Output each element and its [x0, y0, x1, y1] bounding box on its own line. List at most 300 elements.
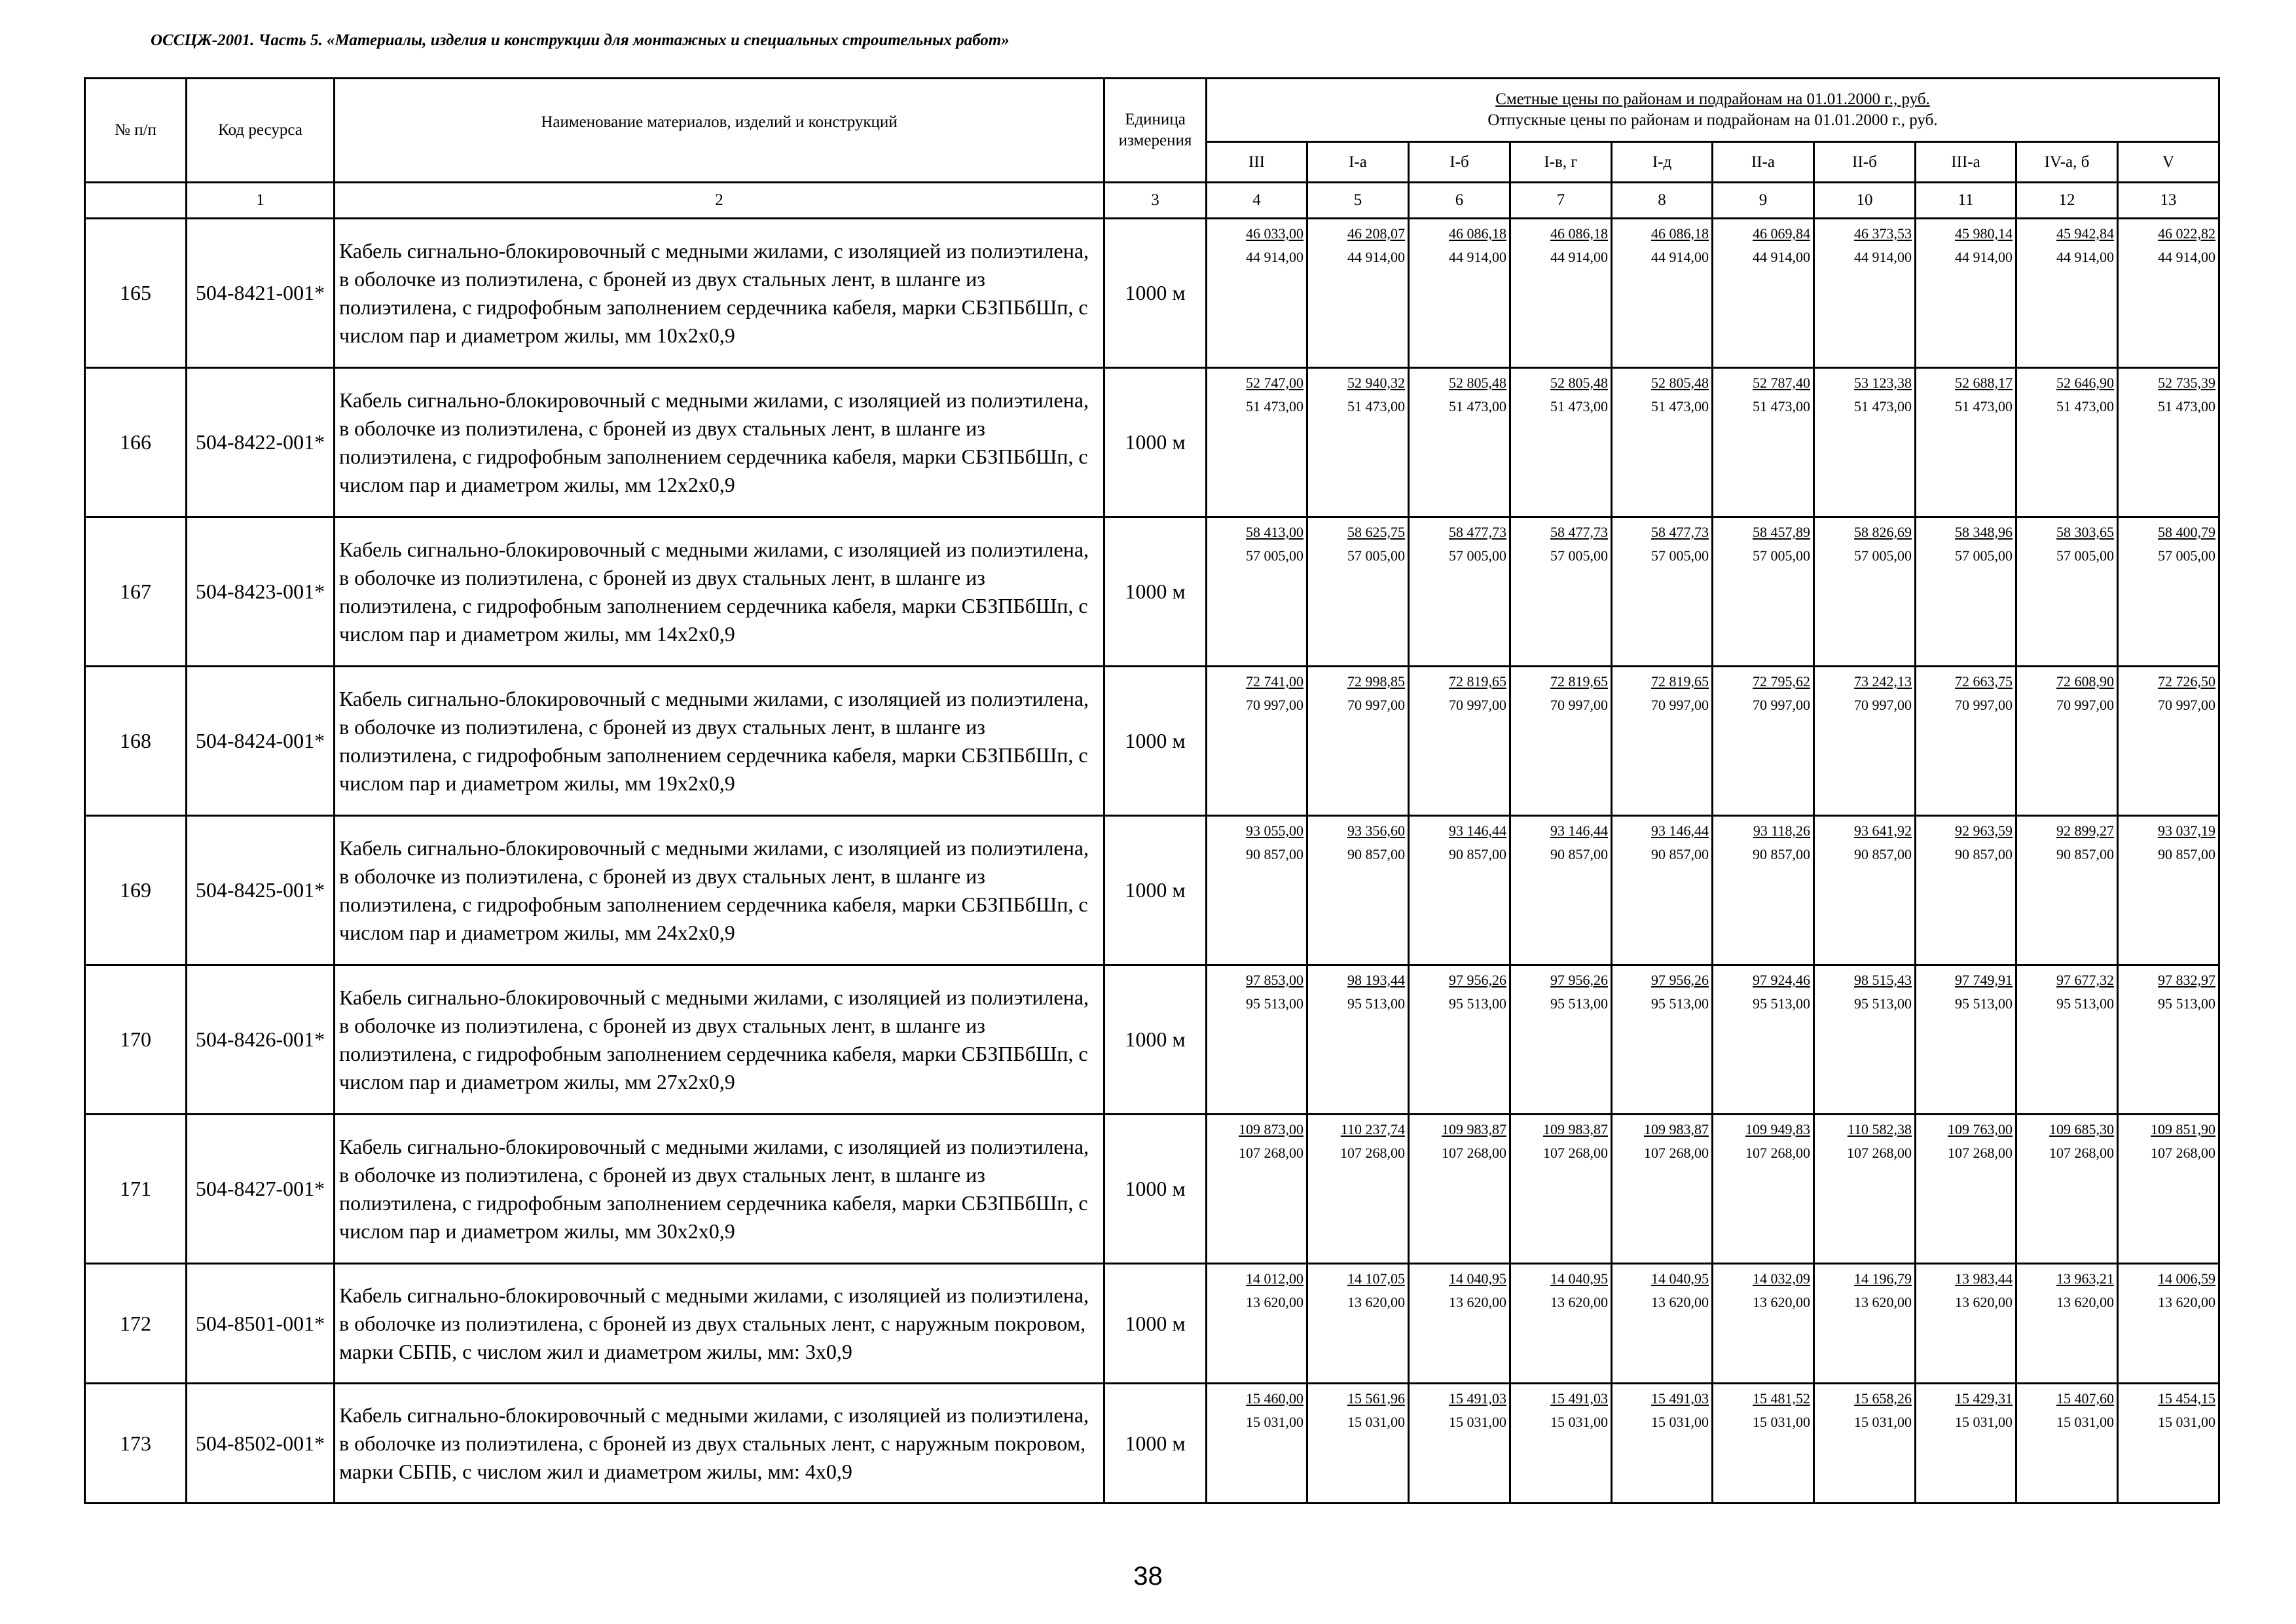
estimate-price: 72 663,75 — [1955, 673, 2013, 690]
price-cell — [1713, 1264, 1814, 1384]
estimate-price: 15 481,52 — [1753, 1390, 1810, 1407]
price-cell — [1612, 667, 1713, 816]
price-cell — [1409, 816, 1510, 965]
release-price: 44 914,00 — [1550, 249, 1608, 265]
region-header: III-а — [1916, 142, 2016, 183]
price-cell — [1916, 368, 2016, 517]
estimate-price: 72 998,85 — [1347, 673, 1405, 690]
estimate-price: 93 641,92 — [1854, 822, 1912, 839]
estimate-price: 14 040,95 — [1550, 1270, 1608, 1287]
price-cell — [1916, 1115, 2016, 1264]
price-cell — [1713, 219, 1814, 368]
price-cell — [1713, 667, 1814, 816]
release-price: 70 997,00 — [1753, 697, 1810, 713]
resource-code: 504-8501-001* — [187, 1264, 335, 1384]
release-price: 90 857,00 — [1449, 846, 1506, 862]
estimate-price: 15 429,31 — [1955, 1390, 2013, 1407]
release-price: 70 997,00 — [1955, 697, 2013, 713]
unit: 1000 м — [1104, 965, 1207, 1115]
release-price: 15 031,00 — [1246, 1414, 1303, 1430]
column-number: 3 — [1104, 183, 1207, 219]
price-cell — [1307, 1115, 1409, 1264]
estimate-price: 109 851,90 — [2151, 1121, 2216, 1137]
estimate-price: 52 735,39 — [2158, 375, 2216, 391]
row-index: 170 — [85, 965, 187, 1115]
estimate-price: 97 677,32 — [2056, 972, 2114, 988]
estimate-price: 93 146,44 — [1449, 822, 1506, 839]
estimate-price: 58 477,73 — [1449, 524, 1506, 540]
material-name: Кабель сигнально-блокировочный с медными жилами, с изоляцией из полиэтилена, в оболочке из полиэтилена, с броней из двух стальных лент, с наружным покровом, марки СБПБ, с числом жил и диаметром жилы, мм: 4х0,9 — [335, 1384, 1104, 1504]
estimate-price: 92 963,59 — [1955, 822, 2013, 839]
estimate-price: 15 407,60 — [2056, 1390, 2114, 1407]
estimate-price: 58 457,89 — [1753, 524, 1810, 540]
resource-code: 504-8502-001* — [187, 1384, 335, 1504]
price-cell — [2118, 816, 2219, 965]
price-cell — [1814, 1264, 1916, 1384]
release-price: 51 473,00 — [1246, 398, 1303, 415]
resource-code: 504-8425-001* — [187, 816, 335, 965]
estimate-price: 45 942,84 — [2056, 225, 2114, 242]
price-cell — [1510, 368, 1612, 517]
estimate-price: 109 983,87 — [1644, 1121, 1709, 1137]
release-price: 90 857,00 — [1753, 846, 1810, 862]
price-cell — [2016, 667, 2118, 816]
price-cell — [1307, 816, 1409, 965]
price-cell — [1916, 965, 2016, 1115]
estimate-price: 14 032,09 — [1753, 1270, 1810, 1287]
price-cell — [1814, 1115, 1916, 1264]
release-price: 70 997,00 — [1347, 697, 1405, 713]
estimate-price: 98 193,44 — [1347, 972, 1405, 988]
table-row — [85, 368, 2219, 517]
estimate-price: 92 899,27 — [2056, 822, 2114, 839]
price-cell — [2118, 368, 2219, 517]
release-price: 107 268,00 — [1239, 1145, 1303, 1161]
release-price: 70 997,00 — [1550, 697, 1608, 713]
row-index: 171 — [85, 1115, 187, 1264]
release-price: 44 914,00 — [2158, 249, 2216, 265]
estimate-price: 46 033,00 — [1246, 225, 1303, 242]
estimate-price: 52 805,48 — [1449, 375, 1506, 391]
release-price: 15 031,00 — [1955, 1414, 2013, 1430]
material-name: Кабель сигнально-блокировочный с медными жилами, с изоляцией из полиэтилена, в оболочке из полиэтилена, с броней из двух стальных лент, в шланге из полиэтилена, с гидрофобным заполнением сердечника кабеля, марки СБЗПБбШп, с числом пар и диаметром жилы, мм 24х2х0,9 — [335, 816, 1104, 965]
release-price: 57 005,00 — [1449, 547, 1506, 564]
estimate-price: 93 037,19 — [2158, 822, 2216, 839]
price-cell — [2016, 219, 2118, 368]
estimate-price: 72 795,62 — [1753, 673, 1810, 690]
price-cell — [2016, 1384, 2118, 1504]
price-cell — [1307, 667, 1409, 816]
release-price: 95 513,00 — [1246, 995, 1303, 1012]
region-header: I-в, г — [1510, 142, 1612, 183]
release-price: 51 473,00 — [2158, 398, 2216, 415]
estimate-price: 109 983,87 — [1442, 1121, 1506, 1137]
unit: 1000 м — [1104, 219, 1207, 368]
price-cell — [1916, 219, 2016, 368]
column-number: 13 — [2118, 183, 2219, 219]
price-cell — [2016, 816, 2118, 965]
release-price: 51 473,00 — [1854, 398, 1912, 415]
price-cell — [1612, 816, 1713, 965]
estimate-price: 15 491,03 — [1651, 1390, 1709, 1407]
material-name: Кабель сигнально-блокировочный с медными жилами, с изоляцией из полиэтилена, в оболочке из полиэтилена, с броней из двух стальных лент, в шланге из полиэтилена, с гидрофобным заполнением сердечника кабеля, марки СБЗПБбШп, с числом пар и диаметром жилы, мм 14х2х0,9 — [335, 517, 1104, 667]
table-body — [85, 219, 2219, 1504]
estimate-price: 110 237,74 — [1340, 1121, 1405, 1137]
price-cell — [2118, 1384, 2219, 1504]
price-cell — [1510, 1115, 1612, 1264]
unit: 1000 м — [1104, 816, 1207, 965]
estimate-price: 58 413,00 — [1246, 524, 1303, 540]
release-price: 57 005,00 — [1753, 547, 1810, 564]
estimate-price: 73 242,13 — [1854, 673, 1912, 690]
release-price: 51 473,00 — [1550, 398, 1608, 415]
price-cell — [1916, 1384, 2016, 1504]
release-price: 57 005,00 — [2158, 547, 2216, 564]
release-price: 57 005,00 — [1651, 547, 1709, 564]
column-number: 1 — [187, 183, 335, 219]
release-price: 90 857,00 — [1347, 846, 1405, 862]
table-row — [85, 1115, 2219, 1264]
release-price: 107 268,00 — [1847, 1145, 1912, 1161]
price-cell — [2118, 1115, 2219, 1264]
row-index: 173 — [85, 1384, 187, 1504]
estimate-price: 97 956,26 — [1550, 972, 1608, 988]
price-cell — [1207, 965, 1307, 1115]
price-cell — [1409, 517, 1510, 667]
column-number: 12 — [2016, 183, 2118, 219]
price-cell — [1510, 1264, 1612, 1384]
release-price: 107 268,00 — [1745, 1145, 1810, 1161]
release-price: 13 620,00 — [1246, 1294, 1303, 1310]
column-number: 11 — [1916, 183, 2016, 219]
price-cell — [1207, 1115, 1307, 1264]
price-cell — [1814, 368, 1916, 517]
price-cell — [1916, 816, 2016, 965]
release-price: 90 857,00 — [1651, 846, 1709, 862]
price-cell — [1207, 517, 1307, 667]
estimate-price: 58 826,69 — [1854, 524, 1912, 540]
estimate-price: 72 726,50 — [2158, 673, 2216, 690]
estimate-price: 72 819,65 — [1651, 673, 1709, 690]
release-price: 13 620,00 — [1651, 1294, 1709, 1310]
estimate-price: 110 582,38 — [1847, 1121, 1912, 1137]
unit: 1000 м — [1104, 667, 1207, 816]
estimate-price: 45 980,14 — [1955, 225, 2013, 242]
release-price: 44 914,00 — [1449, 249, 1506, 265]
release-price: 107 268,00 — [1948, 1145, 2013, 1161]
price-cell — [1814, 965, 1916, 1115]
estimate-price: 52 805,48 — [1550, 375, 1608, 391]
price-cell — [1207, 1264, 1307, 1384]
estimate-price: 109 983,87 — [1543, 1121, 1608, 1137]
estimate-price: 46 208,07 — [1347, 225, 1405, 242]
price-cell — [1916, 517, 2016, 667]
release-price: 13 620,00 — [1955, 1294, 2013, 1310]
column-number: 8 — [1612, 183, 1713, 219]
release-price: 15 031,00 — [1550, 1414, 1608, 1430]
price-cell — [1409, 1264, 1510, 1384]
document-header: ОССЦЖ-2001. Часть 5. «Материалы, изделия и конструкции для монтажных и специальных строительных работ» — [151, 31, 1010, 49]
release-price: 15 031,00 — [2056, 1414, 2114, 1430]
price-cell — [1510, 667, 1612, 816]
table-row — [85, 667, 2219, 816]
estimate-price: 14 040,95 — [1651, 1270, 1709, 1287]
estimate-price: 46 086,18 — [1449, 225, 1506, 242]
release-price: 44 914,00 — [1347, 249, 1405, 265]
unit: 1000 м — [1104, 1384, 1207, 1504]
col-header-prices — [1207, 79, 2219, 142]
resource-code: 504-8423-001* — [187, 517, 335, 667]
release-price: 15 031,00 — [1449, 1414, 1506, 1430]
release-price: 70 997,00 — [1449, 697, 1506, 713]
estimate-price: 15 460,00 — [1246, 1390, 1303, 1407]
price-cell — [1612, 1115, 1713, 1264]
estimate-price: 15 454,15 — [2158, 1390, 2216, 1407]
release-price: 13 620,00 — [2158, 1294, 2216, 1310]
column-number: 5 — [1307, 183, 1409, 219]
material-name: Кабель сигнально-блокировочный с медными жилами, с изоляцией из полиэтилена, в оболочке из полиэтилена, с броней из двух стальных лент, в шланге из полиэтилена, с гидрофобным заполнением сердечника кабеля, марки СБЗПБбШп, с числом пар и диаметром жилы, мм 27х2х0,9 — [335, 965, 1104, 1115]
estimate-price: 93 118,26 — [1753, 822, 1810, 839]
price-cell — [1612, 965, 1713, 1115]
region-header: III — [1207, 142, 1307, 183]
release-price: 57 005,00 — [1347, 547, 1405, 564]
release-price: 51 473,00 — [1347, 398, 1405, 415]
release-price: 95 513,00 — [1753, 995, 1810, 1012]
region-header: V — [2118, 142, 2219, 183]
column-number: 7 — [1510, 183, 1612, 219]
column-number: 10 — [1814, 183, 1916, 219]
price-cell — [1307, 965, 1409, 1115]
estimate-price: 109 873,00 — [1239, 1121, 1303, 1137]
estimate-price: 14 012,00 — [1246, 1270, 1303, 1287]
release-price: 90 857,00 — [1854, 846, 1912, 862]
resource-code: 504-8422-001* — [187, 368, 335, 517]
material-name: Кабель сигнально-блокировочный с медными жилами, с изоляцией из полиэтилена, в оболочке из полиэтилена, с броней из двух стальных лент, с наружным покровом, марки СБПБ, с числом жил и диаметром жилы, мм: 3х0,9 — [335, 1264, 1104, 1384]
price-cell — [2016, 368, 2118, 517]
release-price: 95 513,00 — [1347, 995, 1405, 1012]
table-row — [85, 965, 2219, 1115]
estimate-price: 53 123,38 — [1854, 375, 1912, 391]
estimate-price: 97 956,26 — [1651, 972, 1709, 988]
row-index: 168 — [85, 667, 187, 816]
estimate-price: 109 685,30 — [2049, 1121, 2114, 1137]
release-price: 51 473,00 — [1651, 398, 1709, 415]
price-cell — [1814, 517, 1916, 667]
estimate-price: 72 819,65 — [1550, 673, 1608, 690]
col-header-name: Наименование материалов, изделий и конструкций — [335, 79, 1104, 183]
price-cell — [2016, 1264, 2118, 1384]
release-price: 44 914,00 — [1651, 249, 1709, 265]
release-price: 44 914,00 — [1854, 249, 1912, 265]
unit: 1000 м — [1104, 517, 1207, 667]
estimate-price: 14 196,79 — [1854, 1270, 1912, 1287]
estimate-price: 93 146,44 — [1550, 822, 1608, 839]
release-price: 95 513,00 — [1449, 995, 1506, 1012]
price-cell — [1307, 368, 1409, 517]
estimate-price: 15 491,03 — [1550, 1390, 1608, 1407]
release-price: 57 005,00 — [1550, 547, 1608, 564]
release-price: 70 997,00 — [1246, 697, 1303, 713]
release-price: 95 513,00 — [2158, 995, 2216, 1012]
price-cell — [1612, 1384, 1713, 1504]
estimate-price: 97 956,26 — [1449, 972, 1506, 988]
unit: 1000 м — [1104, 1264, 1207, 1384]
release-price: 15 031,00 — [1347, 1414, 1405, 1430]
price-cell — [1612, 219, 1713, 368]
release-price: 90 857,00 — [1550, 846, 1608, 862]
release-price: 57 005,00 — [1854, 547, 1912, 564]
estimate-price: 72 741,00 — [1246, 673, 1303, 690]
region-header: I-д — [1612, 142, 1713, 183]
resource-code: 504-8421-001* — [187, 219, 335, 368]
release-price: 70 997,00 — [2158, 697, 2216, 713]
release-price: 90 857,00 — [2056, 846, 2114, 862]
release-price: 90 857,00 — [2158, 846, 2216, 862]
price-cell — [1409, 219, 1510, 368]
prices-release-title: Отпускные цены по районам и подрайонам на 01.01.2000 г., руб. — [1487, 111, 1938, 129]
price-cell — [1510, 219, 1612, 368]
price-cell — [2016, 965, 2118, 1115]
price-table — [84, 77, 2220, 1504]
estimate-price: 52 688,17 — [1955, 375, 2013, 391]
price-cell — [2016, 1115, 2118, 1264]
price-cell — [1409, 1115, 1510, 1264]
estimate-price: 14 107,05 — [1347, 1270, 1405, 1287]
estimate-price: 58 348,96 — [1955, 524, 2013, 540]
price-cell — [2118, 965, 2219, 1115]
estimate-price: 14 040,95 — [1449, 1270, 1506, 1287]
price-cell — [2118, 219, 2219, 368]
column-number: 4 — [1207, 183, 1307, 219]
release-price: 44 914,00 — [1753, 249, 1810, 265]
table-row — [85, 1384, 2219, 1504]
estimate-price: 46 069,84 — [1753, 225, 1810, 242]
column-number: 2 — [335, 183, 1104, 219]
estimate-price: 46 086,18 — [1651, 225, 1709, 242]
estimate-price: 97 832,97 — [2158, 972, 2216, 988]
column-number: 9 — [1713, 183, 1814, 219]
price-cell — [1713, 816, 1814, 965]
release-price: 95 513,00 — [1550, 995, 1608, 1012]
release-price: 51 473,00 — [2056, 398, 2114, 415]
release-price: 70 997,00 — [1651, 697, 1709, 713]
price-cell — [2118, 517, 2219, 667]
release-price: 44 914,00 — [1955, 249, 2013, 265]
price-cell — [1510, 816, 1612, 965]
estimate-price: 58 477,73 — [1550, 524, 1608, 540]
price-cell — [1612, 368, 1713, 517]
estimate-price: 52 787,40 — [1753, 375, 1810, 391]
estimate-price: 58 303,65 — [2056, 524, 2114, 540]
release-price: 15 031,00 — [1753, 1414, 1810, 1430]
price-cell — [1612, 517, 1713, 667]
price-cell — [1307, 1384, 1409, 1504]
price-cell — [1713, 965, 1814, 1115]
estimate-price: 72 819,65 — [1449, 673, 1506, 690]
table-row — [85, 816, 2219, 965]
release-price: 107 268,00 — [1442, 1145, 1506, 1161]
resource-code: 504-8424-001* — [187, 667, 335, 816]
estimate-price: 109 763,00 — [1948, 1121, 2013, 1137]
material-name: Кабель сигнально-блокировочный с медными жилами, с изоляцией из полиэтилена, в оболочке из полиэтилена, с броней из двух стальных лент, в шланге из полиэтилена, с гидрофобным заполнением сердечника кабеля, марки СБЗПБбШп, с числом пар и диаметром жилы, мм 19х2х0,9 — [335, 667, 1104, 816]
table-row — [85, 219, 2219, 368]
estimate-price: 109 949,83 — [1745, 1121, 1810, 1137]
region-header: I-б — [1409, 142, 1510, 183]
price-cell — [1916, 1264, 2016, 1384]
estimate-price: 15 658,26 — [1854, 1390, 1912, 1407]
price-cell — [1307, 517, 1409, 667]
release-price: 51 473,00 — [1753, 398, 1810, 415]
release-price: 95 513,00 — [1651, 995, 1709, 1012]
price-cell — [1207, 816, 1307, 965]
price-cell — [1814, 1384, 1916, 1504]
release-price: 13 620,00 — [1449, 1294, 1506, 1310]
release-price: 70 997,00 — [2056, 697, 2114, 713]
estimate-price: 13 983,44 — [1955, 1270, 2013, 1287]
release-price: 107 268,00 — [1340, 1145, 1405, 1161]
release-price: 107 268,00 — [1543, 1145, 1608, 1161]
prices-estimate-title: Сметные цены по районам и подрайонам на 01.01.2000 г., руб. — [1495, 90, 1930, 108]
row-index: 167 — [85, 517, 187, 667]
release-price: 57 005,00 — [1955, 547, 2013, 564]
release-price: 90 857,00 — [1246, 846, 1303, 862]
price-cell — [1409, 368, 1510, 517]
material-name: Кабель сигнально-блокировочный с медными жилами, с изоляцией из полиэтилена, в оболочке из полиэтилена, с броней из двух стальных лент, в шланге из полиэтилена, с гидрофобным заполнением сердечника кабеля, марки СБЗПБбШп, с числом пар и диаметром жилы, мм 30х2х0,9 — [335, 1115, 1104, 1264]
estimate-price: 58 400,79 — [2158, 524, 2216, 540]
price-cell — [2016, 517, 2118, 667]
price-cell — [1713, 368, 1814, 517]
price-cell — [1814, 219, 1916, 368]
region-header: II-а — [1713, 142, 1814, 183]
price-cell — [1409, 1384, 1510, 1504]
table-row — [85, 1264, 2219, 1384]
estimate-price: 13 963,21 — [2056, 1270, 2114, 1287]
material-name: Кабель сигнально-блокировочный с медными жилами, с изоляцией из полиэтилена, в оболочке из полиэтилена, с броней из двух стальных лент, в шланге из полиэтилена, с гидрофобным заполнением сердечника кабеля, марки СБЗПБбШп, с числом пар и диаметром жилы, мм 12х2х0,9 — [335, 368, 1104, 517]
row-index: 165 — [85, 219, 187, 368]
estimate-price: 97 853,00 — [1246, 972, 1303, 988]
row-index: 169 — [85, 816, 187, 965]
resource-code: 504-8426-001* — [187, 965, 335, 1115]
unit: 1000 м — [1104, 368, 1207, 517]
price-cell — [1207, 667, 1307, 816]
estimate-price: 52 747,00 — [1246, 375, 1303, 391]
price-cell — [1814, 816, 1916, 965]
region-header: II-б — [1814, 142, 1916, 183]
release-price: 95 513,00 — [1955, 995, 2013, 1012]
release-price: 95 513,00 — [2056, 995, 2114, 1012]
release-price: 107 268,00 — [1644, 1145, 1709, 1161]
estimate-price: 93 356,60 — [1347, 822, 1405, 839]
release-price: 51 473,00 — [1449, 398, 1506, 415]
price-cell — [1207, 368, 1307, 517]
estimate-price: 58 625,75 — [1347, 524, 1405, 540]
price-cell — [1916, 667, 2016, 816]
release-price: 44 914,00 — [1246, 249, 1303, 265]
estimate-price: 97 749,91 — [1955, 972, 2013, 988]
price-cell — [1307, 219, 1409, 368]
region-header: I-а — [1307, 142, 1409, 183]
estimate-price: 46 373,53 — [1854, 225, 1912, 242]
col-header-unit: Единица измерения — [1104, 79, 1207, 183]
resource-code: 504-8427-001* — [187, 1115, 335, 1264]
release-price: 51 473,00 — [1955, 398, 2013, 415]
estimate-price: 58 477,73 — [1651, 524, 1709, 540]
region-header: IV-а, б — [2016, 142, 2118, 183]
price-cell — [1207, 1384, 1307, 1504]
release-price: 44 914,00 — [2056, 249, 2114, 265]
price-cell — [1207, 219, 1307, 368]
estimate-price: 46 086,18 — [1550, 225, 1608, 242]
